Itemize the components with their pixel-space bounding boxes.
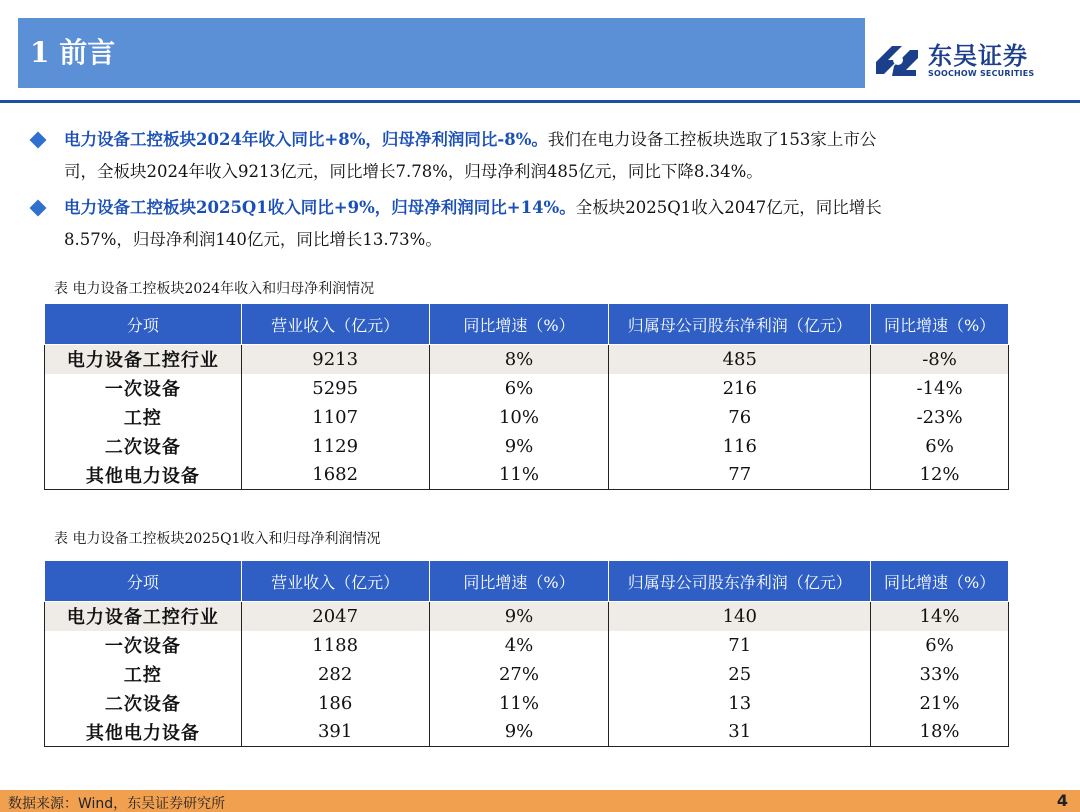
bullet-text: 全板块2025Q1收入2047亿元，同比增长 [575, 198, 882, 217]
table-cell: 9213 [241, 345, 429, 374]
table-cell: 27% [429, 660, 609, 689]
row-label: 其他电力设备 [45, 461, 242, 490]
row-label: 其他电力设备 [45, 718, 242, 747]
table-cell: 6% [429, 374, 609, 403]
row-label: 二次设备 [45, 689, 242, 718]
table-cell: 25 [609, 660, 871, 689]
revenue-table-2025q1 [44, 560, 1009, 747]
table-caption: 表 电力设备工控板块2024年收入和归母净利润情况 [54, 281, 375, 297]
row-label: 一次设备 [45, 374, 242, 403]
header-divider [0, 100, 1080, 103]
table-cell: 12% [871, 461, 1009, 490]
bullet-text-line2: 司，全板块2024年收入9213亿元，同比增长7.78%，归母净利润485亿元，同比下降8.34%。 [64, 162, 763, 181]
table-cell: 282 [241, 660, 429, 689]
column-header: 分项 [45, 304, 242, 345]
table-cell: 1188 [241, 631, 429, 660]
table-header-row [45, 561, 1009, 602]
table-cell: 186 [241, 689, 429, 718]
table-cell: 76 [609, 403, 871, 432]
bullet-highlight: 电力设备工控板块2024年收入同比+8%，归母净利润同比-8%。 [64, 130, 548, 149]
table-cell: 216 [609, 374, 871, 403]
row-label: 工控 [45, 660, 242, 689]
row-label: 一次设备 [45, 631, 242, 660]
table-cell: 6% [871, 432, 1009, 461]
table-cell: 4% [429, 631, 609, 660]
logo-english-name: SOOCHOW SECURITIES [928, 69, 1035, 78]
column-header: 同比增速（%） [871, 561, 1009, 602]
table-row [45, 345, 1009, 374]
table-cell: 13 [609, 689, 871, 718]
table-cell: 33% [871, 660, 1009, 689]
table-cell: 77 [609, 461, 871, 490]
table-cell: 391 [241, 718, 429, 747]
table-cell: 14% [871, 602, 1009, 631]
table-row [45, 403, 1009, 432]
table-cell: 31 [609, 718, 871, 747]
table-cell: 1107 [241, 403, 429, 432]
table-cell: 5295 [241, 374, 429, 403]
table-row [45, 432, 1009, 461]
column-header: 归属母公司股东净利润（亿元） [609, 304, 871, 345]
brand-logo [872, 36, 1062, 88]
revenue-table-2024 [44, 303, 1009, 490]
page-footer [0, 790, 1080, 812]
table-cell: -14% [871, 374, 1009, 403]
column-header: 归属母公司股东净利润（亿元） [609, 561, 871, 602]
data-source: 数据来源：Wind，东吴证券研究所 [8, 796, 226, 812]
column-header: 营业收入（亿元） [241, 561, 429, 602]
row-label: 电力设备工控行业 [45, 602, 242, 631]
logo-chinese-name: 东吴证券 [928, 42, 1028, 70]
table-cell: 9% [429, 718, 609, 747]
table-cell: 116 [609, 432, 871, 461]
bullet-text: 我们在电力设备工控板块选取了153家上市公 [547, 130, 877, 149]
table-row [45, 689, 1009, 718]
table-cell: 6% [871, 631, 1009, 660]
row-label: 电力设备工控行业 [45, 345, 242, 374]
table-header-row [45, 304, 1009, 345]
table-cell: 1682 [241, 461, 429, 490]
page-title: 1 前言 [18, 18, 865, 88]
table-cell: 1129 [241, 432, 429, 461]
column-header: 营业收入（亿元） [241, 304, 429, 345]
table-cell: -8% [871, 345, 1009, 374]
table-cell: 71 [609, 631, 871, 660]
table-row [45, 631, 1009, 660]
column-header: 同比增速（%） [429, 561, 609, 602]
table-cell: 11% [429, 689, 609, 718]
table-cell: 2047 [241, 602, 429, 631]
table-cell: 11% [429, 461, 609, 490]
table-row [45, 461, 1009, 490]
table-cell: 9% [429, 432, 609, 461]
bullet-point-2 [30, 192, 1060, 256]
page-number: 4 [1056, 791, 1068, 810]
table-cell: 21% [871, 689, 1009, 718]
table-cell: 8% [429, 345, 609, 374]
table-cell: 9% [429, 602, 609, 631]
soochow-logo-icon [872, 40, 922, 80]
table-row [45, 718, 1009, 747]
column-header: 同比增速（%） [871, 304, 1009, 345]
row-label: 二次设备 [45, 432, 242, 461]
table-caption: 表 电力设备工控板块2025Q1收入和归母净利润情况 [54, 531, 381, 547]
table-row [45, 602, 1009, 631]
table-row [45, 374, 1009, 403]
column-header: 同比增速（%） [429, 304, 609, 345]
column-header: 分项 [45, 561, 242, 602]
row-label: 工控 [45, 403, 242, 432]
table-cell: -23% [871, 403, 1009, 432]
bullet-highlight: 电力设备工控板块2025Q1收入同比+9%，归母净利润同比+14%。 [64, 198, 576, 217]
bullet-text-line2: 8.57%，归母净利润140亿元，同比增长13.73%。 [64, 230, 442, 249]
table-cell: 18% [871, 718, 1009, 747]
table-cell: 10% [429, 403, 609, 432]
table-cell: 485 [609, 345, 871, 374]
table-row [45, 660, 1009, 689]
bullet-point-1 [30, 124, 1060, 188]
table-cell: 140 [609, 602, 871, 631]
